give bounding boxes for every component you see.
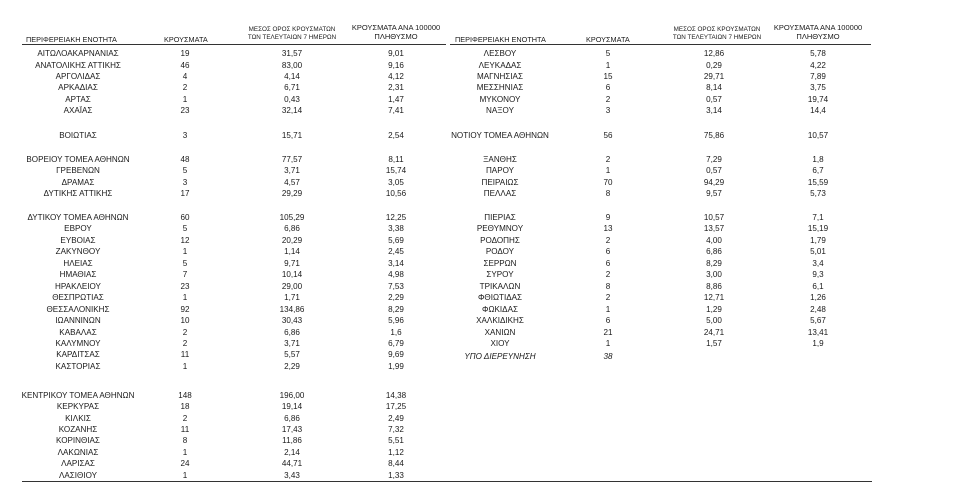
table-cell-region: ΑΡΚΑΔΙΑΣ xyxy=(58,83,98,92)
table-cell-per100k: 9,01 xyxy=(388,49,404,58)
table-cell-cases: 3 xyxy=(182,178,188,187)
table-cell-region: ΚΕΡΚΥΡΑΣ xyxy=(56,402,100,411)
table-cell-cases: 11 xyxy=(180,425,190,434)
table-cell-region: ΚΑΣΤΟΡΙΑΣ xyxy=(55,362,101,371)
table-cell-per100k: 1,8 xyxy=(812,155,824,164)
table-cell-avg: 75,86 xyxy=(703,131,725,140)
table-cell-region: ΚΙΛΚΙΣ xyxy=(65,414,91,423)
table-cell-cases: 92 xyxy=(180,305,190,314)
table-cell-cases: 1 xyxy=(605,61,611,70)
table-cell-region: ΛΕΥΚΑΔΑΣ xyxy=(478,61,522,70)
table-cell-region: ΝΑΞΟΥ xyxy=(486,106,514,115)
table-cell-cases: 2 xyxy=(605,293,611,302)
table-cell-per100k: 14,38 xyxy=(385,391,407,400)
table-cell-cases: 6 xyxy=(605,316,611,325)
table-cell-region: ΚΑΡΔΙΤΣΑΣ xyxy=(56,350,100,359)
right-header-per100k-line1: ΚΡΟΥΣΜΑΤΑ ΑΝΑ 100000 xyxy=(773,23,863,32)
table-cell-per100k: 5,67 xyxy=(810,316,826,325)
table-cell-cases: 1 xyxy=(182,448,188,457)
table-cell-per100k: 3,14 xyxy=(388,259,404,268)
table-cell-cases: 6 xyxy=(605,83,611,92)
table-cell-avg: 6,86 xyxy=(284,224,300,233)
table-cell-cases: 13 xyxy=(603,224,613,233)
table-cell-avg: 105,29 xyxy=(279,213,305,222)
table-cell-cases: 7 xyxy=(182,270,188,279)
table-cell-per100k: 1,9 xyxy=(812,339,824,348)
table-cell-per100k: 7,53 xyxy=(388,282,404,291)
table-cell-region: ΚΑΒΑΛΑΣ xyxy=(59,328,97,337)
table-cell-per100k: 7,32 xyxy=(388,425,404,434)
table-cell-cases: 23 xyxy=(180,106,190,115)
table-cell-cases: 2 xyxy=(182,328,188,337)
table-cell-region: ΠΙΕΡΙΑΣ xyxy=(484,213,516,222)
table-cell-avg: 12,86 xyxy=(703,49,725,58)
table-cell-avg: 20,29 xyxy=(281,236,303,245)
table-cell-cases: 148 xyxy=(178,391,192,400)
table-cell-cases: 10 xyxy=(180,316,190,325)
table-cell-avg: 10,57 xyxy=(703,213,725,222)
table-cell-avg: 6,71 xyxy=(284,83,300,92)
table-cell-cases: 70 xyxy=(603,178,613,187)
table-cell-avg: 1,71 xyxy=(284,293,300,302)
table-cell-avg: 3,71 xyxy=(284,339,300,348)
table-cell-per100k: 3,4 xyxy=(812,259,824,268)
table-cell-avg: 5,57 xyxy=(284,350,300,359)
table-cell-avg: 0,29 xyxy=(706,61,722,70)
table-cell-per100k: 10,56 xyxy=(385,189,407,198)
table-cell-avg: 9,71 xyxy=(284,259,300,268)
table-cell-per100k: 1,6 xyxy=(390,328,402,337)
right-header-rule xyxy=(450,44,871,45)
table-cell-cases: 8 xyxy=(605,282,611,291)
table-cell-cases: 21 xyxy=(603,328,613,337)
table-cell-avg: 29,00 xyxy=(281,282,303,291)
table-cell-region: ΡΟΔΟΥ xyxy=(485,247,515,256)
table-cell-per100k: 7,89 xyxy=(810,72,826,81)
table-cell-avg: 29,71 xyxy=(703,72,725,81)
table-cell-cases: 18 xyxy=(180,402,190,411)
table-cell-per100k: 3,05 xyxy=(388,178,404,187)
table-cell-region: ΠΑΡΟΥ xyxy=(485,166,515,175)
table-cell-cases: 5 xyxy=(605,49,611,58)
table-cell-region: ΛΑΡΙΣΑΣ xyxy=(61,459,95,468)
table-cell-avg: 12,71 xyxy=(703,293,725,302)
table-cell-region: ΞΑΝΘΗΣ xyxy=(483,155,517,164)
table-cell-per100k: 15,19 xyxy=(807,224,829,233)
table-cell-per100k: 2,45 xyxy=(388,247,404,256)
right-header-cases: ΚΡΟΥΣΜΑΤΑ xyxy=(586,35,630,44)
table-cell-per100k: 4,12 xyxy=(388,72,404,81)
table-cell-region: ΔΥΤΙΚΗΣ ΑΤΤΙΚΗΣ xyxy=(43,189,113,198)
table-cell-region: ΓΡΕΒΕΝΩΝ xyxy=(56,166,100,175)
table-cell-region: ΚΑΛΥΜΝΟΥ xyxy=(55,339,101,348)
table-cell-avg: 4,00 xyxy=(706,236,722,245)
table-cell-cases: 8 xyxy=(182,436,188,445)
table-cell-cases: 5 xyxy=(182,224,188,233)
table-cell-cases: 1 xyxy=(605,166,611,175)
table-cell-region: ΧΑΝΙΩΝ xyxy=(484,328,516,337)
table-cell-cases: 48 xyxy=(180,155,190,164)
table-cell-region: ΛΑΚΩΝΙΑΣ xyxy=(57,448,99,457)
table-cell-region: ΔΡΑΜΑΣ xyxy=(61,178,95,187)
table-cell-region: ΖΑΚΥΝΘΟΥ xyxy=(55,247,101,256)
table-cell-avg: 7,29 xyxy=(706,155,722,164)
table-cell-per100k: 9,3 xyxy=(812,270,824,279)
table-cell-avg: 0,43 xyxy=(284,95,300,104)
table-cell-cases: 23 xyxy=(180,282,190,291)
table-cell-region: ΚΟΖΑΝΗΣ xyxy=(58,425,98,434)
table-cell-per100k: 2,29 xyxy=(388,293,404,302)
table-cell-per100k: 1,99 xyxy=(388,362,404,371)
table-cell-region: ΚΕΝΤΡΙΚΟΥ ΤΟΜΕΑ ΑΘΗΝΩΝ xyxy=(21,391,135,400)
left-header-cases: ΚΡΟΥΣΜΑΤΑ xyxy=(164,35,208,44)
table-cell-per100k: 8,44 xyxy=(388,459,404,468)
table-cell-cases: 5 xyxy=(182,259,188,268)
right-header-avg-line1: ΜΕΣΟΣ ΟΡΟΣ ΚΡΟΥΣΜΑΤΩΝ xyxy=(673,26,761,33)
table-cell-cases: 1 xyxy=(182,247,188,256)
table-cell-cases: 2 xyxy=(182,339,188,348)
table-cell-per100k: 1,33 xyxy=(388,471,404,480)
table-cell-cases: 1 xyxy=(182,471,188,480)
left-header-per100k xyxy=(341,23,451,41)
table-cell-region: ΕΥΒΟΙΑΣ xyxy=(60,236,96,245)
table-cell-per100k: 13,41 xyxy=(807,328,829,337)
table-cell-per100k: 2,49 xyxy=(388,414,404,423)
right-header-per100k xyxy=(763,23,873,41)
table-cell-region: ΜΑΓΝΗΣΙΑΣ xyxy=(477,72,523,81)
right-header-per100k-line2: ΠΛΗΘΥΣΜΟ xyxy=(796,32,840,41)
table-cell-avg: 0,57 xyxy=(706,166,722,175)
table-cell-avg: 9,57 xyxy=(706,189,722,198)
table-cell-avg: 17,43 xyxy=(281,425,303,434)
table-cell-avg: 134,86 xyxy=(279,305,305,314)
table-cell-avg: 77,57 xyxy=(281,155,303,164)
table-cell-avg: 0,57 xyxy=(706,95,722,104)
table-cell-avg: 4,57 xyxy=(284,178,300,187)
table-cell-per100k: 5,69 xyxy=(388,236,404,245)
table-cell-region: ΑΙΤΩΛΟΑΚΑΡΝΑΝΙΑΣ xyxy=(37,49,119,58)
table-cell-cases: 2 xyxy=(605,270,611,279)
left-header-per100k-line2: ΠΛΗΘΥΣΜΟ xyxy=(374,32,418,41)
table-cell-avg: 94,29 xyxy=(703,178,725,187)
table-cell-region: ΦΩΚΙΔΑΣ xyxy=(482,305,518,314)
table-cell-per100k: 4,22 xyxy=(810,61,826,70)
table-cell-region: ΘΕΣΣΑΛΟΝΙΚΗΣ xyxy=(46,305,110,314)
table-cell-per100k: 7,1 xyxy=(812,213,824,222)
table-cell-cases: 6 xyxy=(605,247,611,256)
table-cell-region: ΑΡΓΟΛΙΔΑΣ xyxy=(55,72,101,81)
table-cell-region: ΜΕΣΣΗΝΙΑΣ xyxy=(476,83,524,92)
table-cell-region: ΣΕΡΡΩΝ xyxy=(483,259,517,268)
table-cell-avg: 6,86 xyxy=(706,247,722,256)
table-cell-region: ΗΛΕΙΑΣ xyxy=(63,259,93,268)
table-cell-cases: 5 xyxy=(182,166,188,175)
bottom-rule xyxy=(22,481,872,482)
table-cell-per100k: 5,01 xyxy=(810,247,826,256)
table-cell-per100k: 7,41 xyxy=(388,106,404,115)
table-cell-avg: 8,14 xyxy=(706,83,722,92)
table-cell-cases: 4 xyxy=(182,72,188,81)
table-cell-per100k: 15,59 xyxy=(807,178,829,187)
table-cell-cases: 15 xyxy=(603,72,613,81)
table-cell-cases: 1 xyxy=(182,293,188,302)
table-cell-avg: 32,14 xyxy=(281,106,303,115)
table-cell-avg: 15,71 xyxy=(281,131,303,140)
table-cell-cases: 17 xyxy=(180,189,190,198)
table-cell-per100k: 1,79 xyxy=(810,236,826,245)
table-cell-region: ΧΑΛΚΙΔΙΚΗΣ xyxy=(476,316,524,325)
table-cell-per100k: 6,1 xyxy=(812,282,824,291)
table-cell-region: ΘΕΣΠΡΩΤΙΑΣ xyxy=(52,293,104,302)
table-cell-avg: 4,14 xyxy=(284,72,300,81)
table-cell-region: ΠΕΙΡΑΙΩΣ xyxy=(481,178,519,187)
left-header-avg-line1: ΜΕΣΟΣ ΟΡΟΣ ΚΡΟΥΣΜΑΤΩΝ xyxy=(248,26,336,33)
table-cell-cases: 24 xyxy=(180,459,190,468)
table-cell-avg: 30,43 xyxy=(281,316,303,325)
table-cell-region: ΑΡΤΑΣ xyxy=(65,95,91,104)
table-cell-per100k: 8,29 xyxy=(388,305,404,314)
table-cell-region: ΑΧΑΪΑΣ xyxy=(63,106,93,115)
table-cell-region: ΥΠΟ ΔΙΕΡΕΥΝΗΣΗ xyxy=(464,352,536,361)
table-cell-per100k: 5,51 xyxy=(388,436,404,445)
table-cell-region: ΛΑΣΙΘΙΟΥ xyxy=(58,471,98,480)
table-cell-per100k: 6,7 xyxy=(812,166,824,175)
table-cell-avg: 1,57 xyxy=(706,339,722,348)
table-cell-avg: 6,86 xyxy=(284,414,300,423)
table-cell-region: ΛΕΣΒΟΥ xyxy=(483,49,517,58)
table-cell-per100k: 3,38 xyxy=(388,224,404,233)
table-cell-avg: 1,29 xyxy=(706,305,722,314)
table-cell-per100k: 1,12 xyxy=(388,448,404,457)
right-header-avg-line2: ΤΩΝ ΤΕΛΕΥΤΑΙΩΝ 7 ΗΜΕΡΩΝ xyxy=(672,33,762,41)
left-header-per100k-line1: ΚΡΟΥΣΜΑΤΑ ΑΝΑ 100000 xyxy=(351,23,441,32)
right-header-region: ΠΕΡΙΦΕΡΕΙΑΚΗ ΕΝΟΤΗΤΑ xyxy=(455,35,546,44)
table-cell-cases: 46 xyxy=(180,61,190,70)
table-cell-per100k: 2,48 xyxy=(810,305,826,314)
table-cell-avg: 19,14 xyxy=(281,402,303,411)
table-cell-avg: 196,00 xyxy=(279,391,305,400)
table-cell-cases: 11 xyxy=(180,350,190,359)
table-cell-per100k: 9,69 xyxy=(388,350,404,359)
table-cell-per100k: 1,26 xyxy=(810,293,826,302)
table-cell-cases: 2 xyxy=(182,83,188,92)
left-header-avg xyxy=(238,26,346,41)
table-cell-avg: 44,71 xyxy=(281,459,303,468)
table-cell-region: ΙΩΑΝΝΙΝΩΝ xyxy=(55,316,101,325)
table-cell-cases: 1 xyxy=(605,339,611,348)
table-cell-per100k: 3,75 xyxy=(810,83,826,92)
table-cell-region: ΗΡΑΚΛΕΙΟΥ xyxy=(55,282,101,291)
table-cell-per100k: 14,4 xyxy=(810,106,826,115)
left-header-region: ΠΕΡΙΦΕΡΕΙΑΚΗ ΕΝΟΤΗΤΑ xyxy=(26,35,117,44)
table-cell-region: ΡΕΘΥΜΝΟΥ xyxy=(476,224,524,233)
table-cell-avg: 5,00 xyxy=(706,316,722,325)
table-cell-per100k: 9,16 xyxy=(388,61,404,70)
table-cell-cases: 12 xyxy=(180,236,190,245)
right-header-avg xyxy=(662,26,772,41)
table-cell-cases: 6 xyxy=(605,259,611,268)
table-cell-region: ΒΟΙΩΤΙΑΣ xyxy=(59,131,97,140)
table-cell-per100k: 19,74 xyxy=(807,95,829,104)
table-cell-cases: 60 xyxy=(180,213,190,222)
left-header-avg-line2: ΤΩΝ ΤΕΛΕΥΤΑΙΩΝ 7 ΗΜΕΡΩΝ xyxy=(247,33,337,41)
table-cell-avg: 83,00 xyxy=(281,61,303,70)
table-cell-per100k: 2,31 xyxy=(388,83,404,92)
table-cell-cases: 9 xyxy=(605,213,611,222)
table-cell-region: ΧΙΟΥ xyxy=(490,339,510,348)
table-cell-per100k: 17,25 xyxy=(385,402,407,411)
table-cell-per100k: 12,25 xyxy=(385,213,407,222)
table-cell-per100k: 5,96 xyxy=(388,316,404,325)
table-cell-per100k: 15,74 xyxy=(385,166,407,175)
table-cell-per100k: 5,78 xyxy=(810,49,826,58)
table-cell-avg: 3,00 xyxy=(706,270,722,279)
table-cell-cases: 19 xyxy=(180,49,190,58)
table-cell-region: ΝΟΤΙΟΥ ΤΟΜΕΑ ΑΘΗΝΩΝ xyxy=(451,131,549,140)
table-cell-avg: 31,57 xyxy=(281,49,303,58)
table-cell-region: ΗΜΑΘΙΑΣ xyxy=(59,270,97,279)
table-cell-cases: 2 xyxy=(182,414,188,423)
table-cell-avg: 13,57 xyxy=(703,224,725,233)
table-cell-avg: 29,29 xyxy=(281,189,303,198)
table-cell-region: ΚΟΡΙΝΘΙΑΣ xyxy=(56,436,100,445)
table-cell-region: ΑΝΑΤΟΛΙΚΗΣ ΑΤΤΙΚΗΣ xyxy=(35,61,121,70)
table-cell-cases: 2 xyxy=(605,236,611,245)
table-cell-avg: 8,29 xyxy=(706,259,722,268)
table-cell-cases: 1 xyxy=(605,305,611,314)
table-cell-cases: 1 xyxy=(182,362,188,371)
table-cell-region: ΠΕΛΛΑΣ xyxy=(483,189,517,198)
table-cell-per100k: 4,98 xyxy=(388,270,404,279)
table-cell-avg: 3,14 xyxy=(706,106,722,115)
table-cell-region: ΒΟΡΕΙΟΥ ΤΟΜΕΑ ΑΘΗΝΩΝ xyxy=(26,155,130,164)
table-cell-avg: 2,14 xyxy=(284,448,300,457)
table-cell-region: ΦΘΙΩΤΙΔΑΣ xyxy=(477,293,523,302)
table-cell-cases: 1 xyxy=(182,95,188,104)
table-cell-avg: 11,86 xyxy=(282,436,302,445)
left-header-rule xyxy=(22,44,446,45)
table-cell-per100k: 8,11 xyxy=(388,155,404,164)
table-cell-region: ΜΥΚΟΝΟΥ xyxy=(479,95,521,104)
table-cell-per100k: 10,57 xyxy=(807,131,829,140)
table-cell-cases: 8 xyxy=(605,189,611,198)
table-cell-per100k: 6,79 xyxy=(388,339,404,348)
table-cell-cases: 2 xyxy=(605,155,611,164)
table-cell-region: ΤΡΙΚΑΛΩΝ xyxy=(479,282,521,291)
table-cell-avg: 10,14 xyxy=(281,270,303,279)
table-cell-cases: 2 xyxy=(605,95,611,104)
table-cell-cases: 38 xyxy=(603,352,613,361)
table-cell-avg: 6,86 xyxy=(284,328,300,337)
table-cell-avg: 3,71 xyxy=(284,166,300,175)
table-cell-avg: 3,43 xyxy=(284,471,300,480)
table-cell-region: ΕΒΡΟΥ xyxy=(64,224,92,233)
table-cell-avg: 8,86 xyxy=(706,282,722,291)
table-cell-avg: 24,71 xyxy=(703,328,725,337)
table-cell-cases: 56 xyxy=(603,131,613,140)
table-cell-per100k: 1,47 xyxy=(388,95,404,104)
table-cell-cases: 3 xyxy=(182,131,188,140)
table-cell-per100k: 5,73 xyxy=(810,189,826,198)
table-cell-region: ΡΟΔΟΠΗΣ xyxy=(480,236,520,245)
table-cell-cases: 3 xyxy=(605,106,611,115)
table-cell-avg: 1,14 xyxy=(284,247,300,256)
table-cell-region: ΔΥΤΙΚΟΥ ΤΟΜΕΑ ΑΘΗΝΩΝ xyxy=(27,213,129,222)
table-cell-region: ΣΥΡΟΥ xyxy=(486,270,514,279)
table-cell-per100k: 2,54 xyxy=(388,131,404,140)
table-cell-avg: 2,29 xyxy=(284,362,300,371)
